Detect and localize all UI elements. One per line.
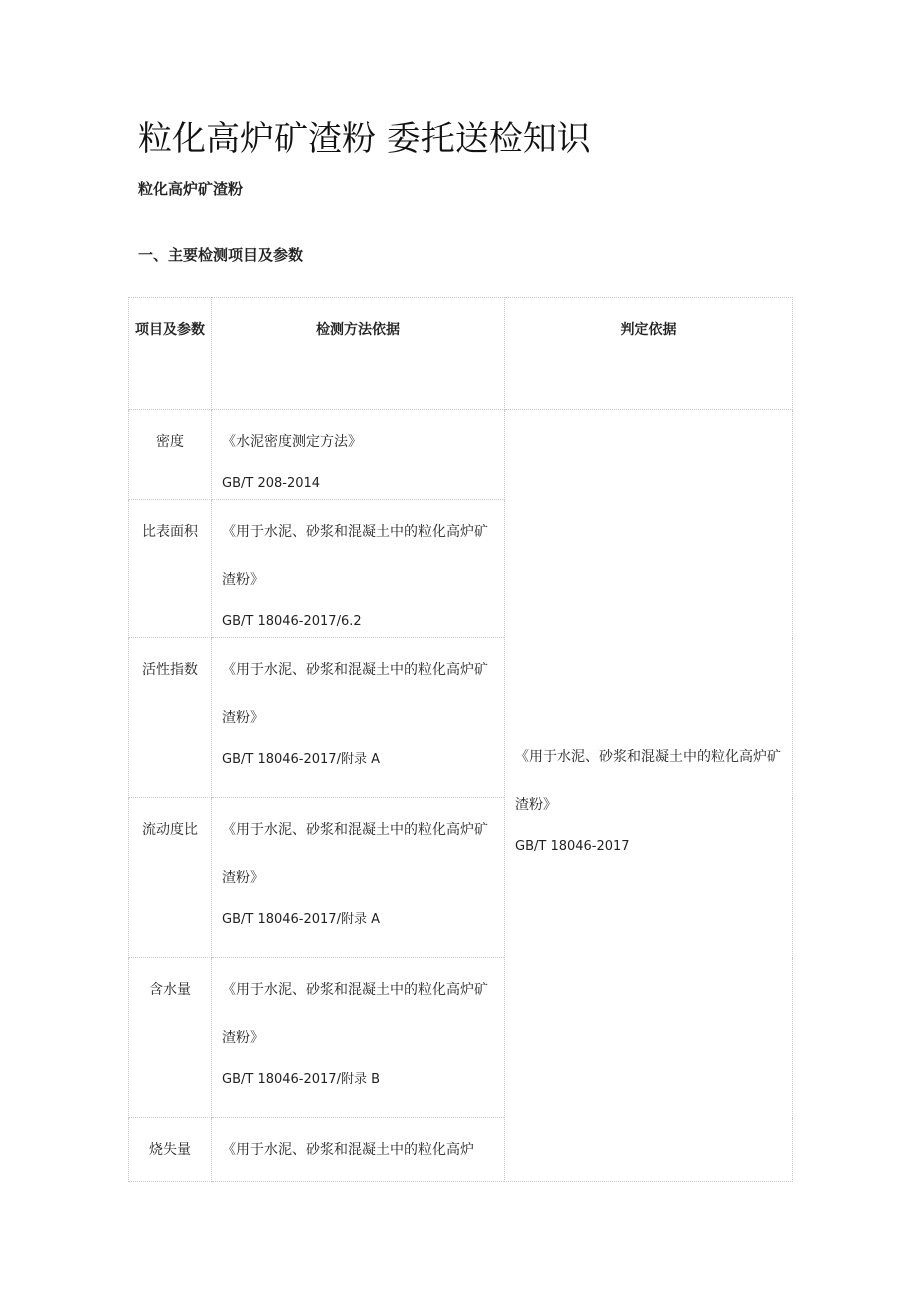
- method-standard-title: 《用于水泥、砂浆和混凝土中的粒化高炉矿渣粉》: [222, 524, 488, 588]
- table-header-row: [129, 298, 793, 410]
- method-standard-code: GB/T 208-2014: [222, 476, 321, 491]
- method-cell: [212, 638, 505, 798]
- method-standard-code: GB/T 18046-2017/6.2: [222, 614, 362, 629]
- method-cell: [212, 1118, 505, 1182]
- judgement-standard-code: GB/T 18046-2017: [515, 838, 630, 854]
- judgement-cell: [505, 410, 793, 1182]
- header-method: 检测方法依据: [212, 298, 505, 410]
- item-cell: 流动度比: [129, 798, 212, 958]
- test-items-table: [128, 297, 793, 1182]
- method-standard-title: 《用于水泥、砂浆和混凝土中的粒化高炉: [222, 1142, 474, 1158]
- method-standard-code: GB/T 18046-2017/附录 A: [222, 912, 380, 927]
- method-standard-title: 《水泥密度测定方法》: [222, 434, 362, 450]
- item-cell: 密度: [129, 410, 212, 500]
- table-row: [129, 410, 793, 500]
- method-cell: [212, 500, 505, 638]
- method-cell: [212, 798, 505, 958]
- method-cell: [212, 410, 505, 500]
- section-heading: 一、主要检测项目及参数: [138, 246, 304, 264]
- method-standard-code: GB/T 18046-2017/附录 B: [222, 1072, 381, 1087]
- item-cell: 活性指数: [129, 638, 212, 798]
- item-cell: 烧失量: [129, 1118, 212, 1182]
- item-cell: 比表面积: [129, 500, 212, 638]
- header-judgement: 判定依据: [505, 298, 793, 410]
- judgement-standard-title: 《用于水泥、砂浆和混凝土中的粒化高炉矿渣粉》: [515, 748, 781, 813]
- method-standard-code: GB/T 18046-2017/附录 A: [222, 752, 380, 767]
- method-standard-title: 《用于水泥、砂浆和混凝土中的粒化高炉矿渣粉》: [222, 982, 488, 1046]
- item-cell: 含水量: [129, 958, 212, 1118]
- document-title: 粒化高炉矿渣粉 委托送检知识: [138, 119, 591, 159]
- method-standard-title: 《用于水泥、砂浆和混凝土中的粒化高炉矿渣粉》: [222, 822, 488, 886]
- header-item: 项目及参数: [129, 298, 212, 410]
- method-cell: [212, 958, 505, 1118]
- method-standard-title: 《用于水泥、砂浆和混凝土中的粒化高炉矿渣粉》: [222, 662, 488, 726]
- document-subtitle: 粒化高炉矿渣粉: [138, 180, 244, 198]
